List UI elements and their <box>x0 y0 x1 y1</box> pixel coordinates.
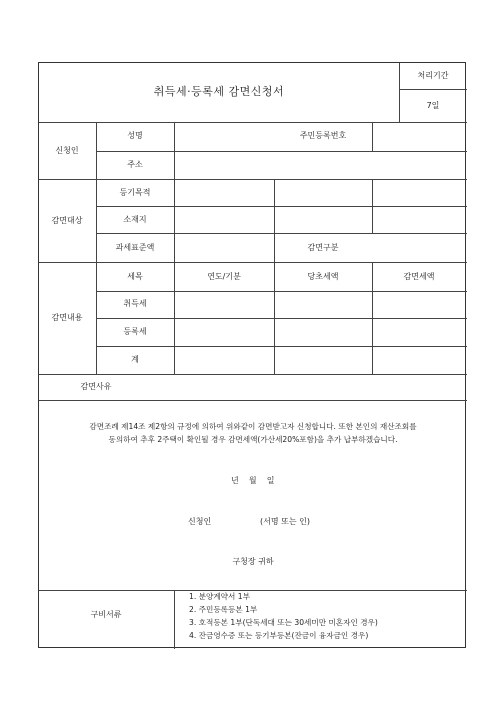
divider <box>39 374 467 375</box>
reduction-category-label: 감면구분 <box>307 243 339 252</box>
signature-label: (서명 또는 인) <box>260 517 310 526</box>
divider <box>96 291 467 292</box>
divider <box>96 122 97 374</box>
resident-id-field[interactable] <box>379 131 459 141</box>
column-header: 감면세액 <box>403 272 435 281</box>
divider <box>96 233 467 234</box>
reason-field[interactable] <box>179 382 459 392</box>
divider <box>39 179 467 180</box>
divider <box>96 346 467 347</box>
table-row-label: 등록세 <box>123 327 147 336</box>
divider <box>372 262 373 374</box>
divider <box>96 151 467 152</box>
documents-label: 구비서류 <box>90 610 122 619</box>
table-row-label: 취득세 <box>123 299 147 308</box>
statement-line-1: 감면조례 제14조 제2항의 규정에 의하여 위와같이 감면받고자 신청합니다. 또한 본인의 재산조회를 <box>89 422 417 431</box>
divider <box>399 63 400 122</box>
location-field[interactable] <box>179 215 459 225</box>
column-header: 연도/기분 <box>207 272 241 281</box>
address-label: 주소 <box>127 160 143 169</box>
application-date: 년 월 일 <box>231 476 275 485</box>
divider <box>174 590 175 649</box>
divider <box>39 590 467 591</box>
divider <box>174 122 175 374</box>
list-item: 4. 잔금영수증 또는 등기부등본(잔금이 융자금인 경우) <box>189 631 369 640</box>
divider <box>39 400 467 401</box>
reduction-category-field[interactable] <box>377 243 462 253</box>
divider <box>372 122 373 151</box>
form-title: 취득세·등록세 감면신청서 <box>153 85 285 98</box>
target-section-label: 감면대상 <box>51 216 83 225</box>
list-item: 2. 주민등록등본 1부 <box>189 605 258 614</box>
applicant-sign-label: 신청인 <box>188 517 212 526</box>
details-section-label: 감면내용 <box>51 313 83 322</box>
tax-base-field[interactable] <box>179 243 299 253</box>
divider <box>39 262 467 263</box>
statement-line-2: 동의하여 추후 2주택이 확인될 경우 감면세액(가산세20%포함)을 추가 납부하겠습니다. <box>108 435 398 444</box>
list-item: 3. 호적등본 1부(단독세대 또는 30세미만 미혼자인 경우) <box>189 618 378 627</box>
reduction-application-form <box>38 62 466 648</box>
reason-label: 감면사유 <box>80 382 112 391</box>
tax-base-label: 과세표준액 <box>115 243 155 252</box>
column-header: 세목 <box>127 272 143 281</box>
divider <box>39 122 467 123</box>
registration-purpose-field[interactable] <box>179 188 459 198</box>
name-field[interactable] <box>178 131 268 141</box>
table-row-label: 계 <box>131 355 139 364</box>
name-label: 성명 <box>127 131 143 140</box>
column-header: 당초세액 <box>307 272 339 281</box>
processing-period-label: 처리기간 <box>417 71 449 80</box>
divider <box>399 89 467 90</box>
divider <box>96 206 467 207</box>
list-item: 1. 분양계약서 1부 <box>189 592 250 601</box>
resident-id-label: 주민등록번호 <box>299 131 347 140</box>
registration-purpose-label: 등기목적 <box>119 188 151 197</box>
location-label: 소재지 <box>123 215 147 224</box>
divider <box>96 318 467 319</box>
address-field[interactable] <box>179 160 459 170</box>
divider <box>274 179 275 374</box>
applicant-section-label: 신청인 <box>55 146 79 155</box>
processing-period-value: 7일 <box>426 101 440 110</box>
addressee: 구청장 귀하 <box>232 557 274 566</box>
